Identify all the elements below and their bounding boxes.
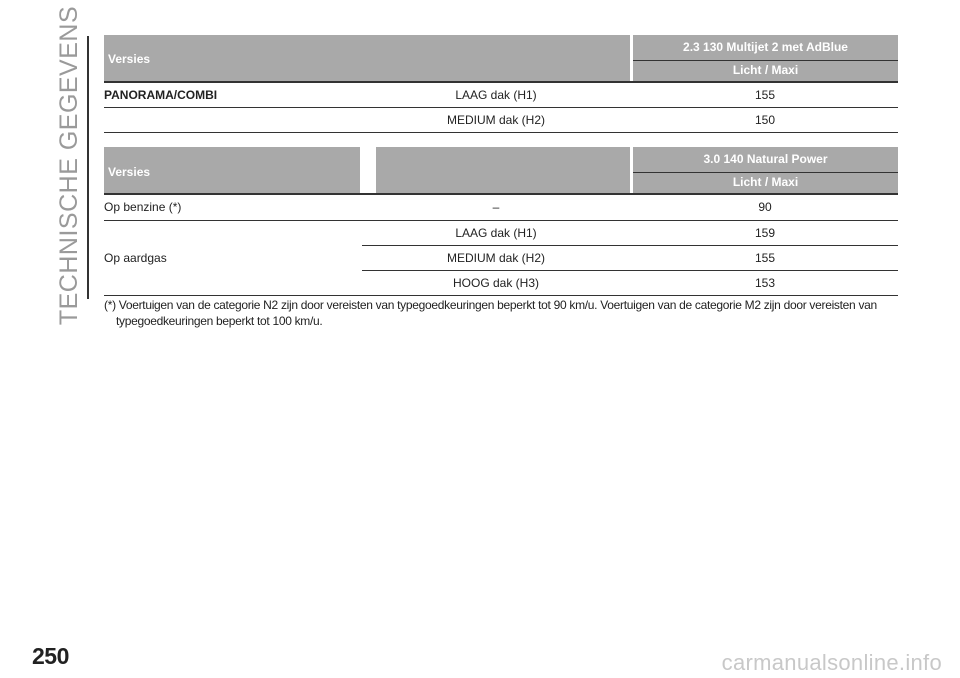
row-version: Op benzine (*) bbox=[104, 200, 182, 214]
row-value: 155 bbox=[754, 251, 776, 265]
table-row bbox=[104, 246, 898, 270]
row-roof: MEDIUM dak (H2) bbox=[446, 113, 545, 127]
row-divider bbox=[104, 295, 898, 296]
footnote-line2: typegoedkeuringen beperkt tot 100 km/u. bbox=[116, 314, 323, 328]
row-value: 90 bbox=[758, 200, 772, 214]
gas-group bbox=[104, 221, 898, 295]
row-version-gas: Op aardgas bbox=[104, 251, 167, 265]
header-engine: 2.3 130 Multijet 2 met AdBlue bbox=[683, 40, 848, 54]
table-row bbox=[104, 83, 898, 107]
row-roof: LAAG dak (H1) bbox=[455, 226, 537, 240]
row-divider bbox=[104, 132, 898, 133]
side-section-title-text: TECHNISCHE GEGEVENS bbox=[55, 5, 84, 325]
header-engine-column bbox=[633, 147, 898, 193]
row-value: 159 bbox=[754, 226, 776, 240]
header-variant: Licht / Maxi bbox=[732, 175, 799, 189]
header-engine: 3.0 140 Natural Power bbox=[703, 152, 828, 166]
footnote-line1: (*) Voertuigen van de categorie N2 zijn door vereisten van typegoedkeuringen beperkt tot 90 km/u. Voertuigen van de categorie M2 zijn door vereisten van bbox=[104, 298, 877, 312]
header-gap bbox=[360, 147, 376, 193]
row-value: 155 bbox=[754, 88, 776, 102]
header-variant: Licht / Maxi bbox=[732, 63, 799, 77]
watermark: carmanualsonline.info bbox=[721, 650, 942, 675]
table-row bbox=[104, 195, 898, 220]
table-header bbox=[104, 147, 898, 195]
row-value: 153 bbox=[754, 276, 776, 290]
footnote bbox=[104, 297, 904, 329]
row-roof: HOOG dak (H3) bbox=[452, 276, 539, 290]
row-version: PANORAMA/COMBI bbox=[104, 88, 218, 102]
side-section-title bbox=[50, 5, 90, 325]
header-engine-column bbox=[633, 35, 898, 81]
speed-table-multijet bbox=[104, 35, 898, 133]
row-value: 150 bbox=[754, 113, 776, 127]
table-row bbox=[104, 221, 898, 245]
table-header bbox=[104, 35, 898, 83]
row-roof: – bbox=[492, 200, 500, 214]
header-versies: Versies bbox=[108, 52, 151, 66]
header-versies: Versies bbox=[108, 165, 151, 179]
row-roof: LAAG dak (H1) bbox=[455, 88, 537, 102]
page-number: 250 bbox=[32, 643, 69, 669]
table-row bbox=[104, 108, 898, 132]
side-rule bbox=[87, 36, 89, 299]
table-row bbox=[104, 271, 898, 295]
speed-table-natural-power bbox=[104, 147, 898, 296]
row-roof: MEDIUM dak (H2) bbox=[446, 251, 545, 265]
